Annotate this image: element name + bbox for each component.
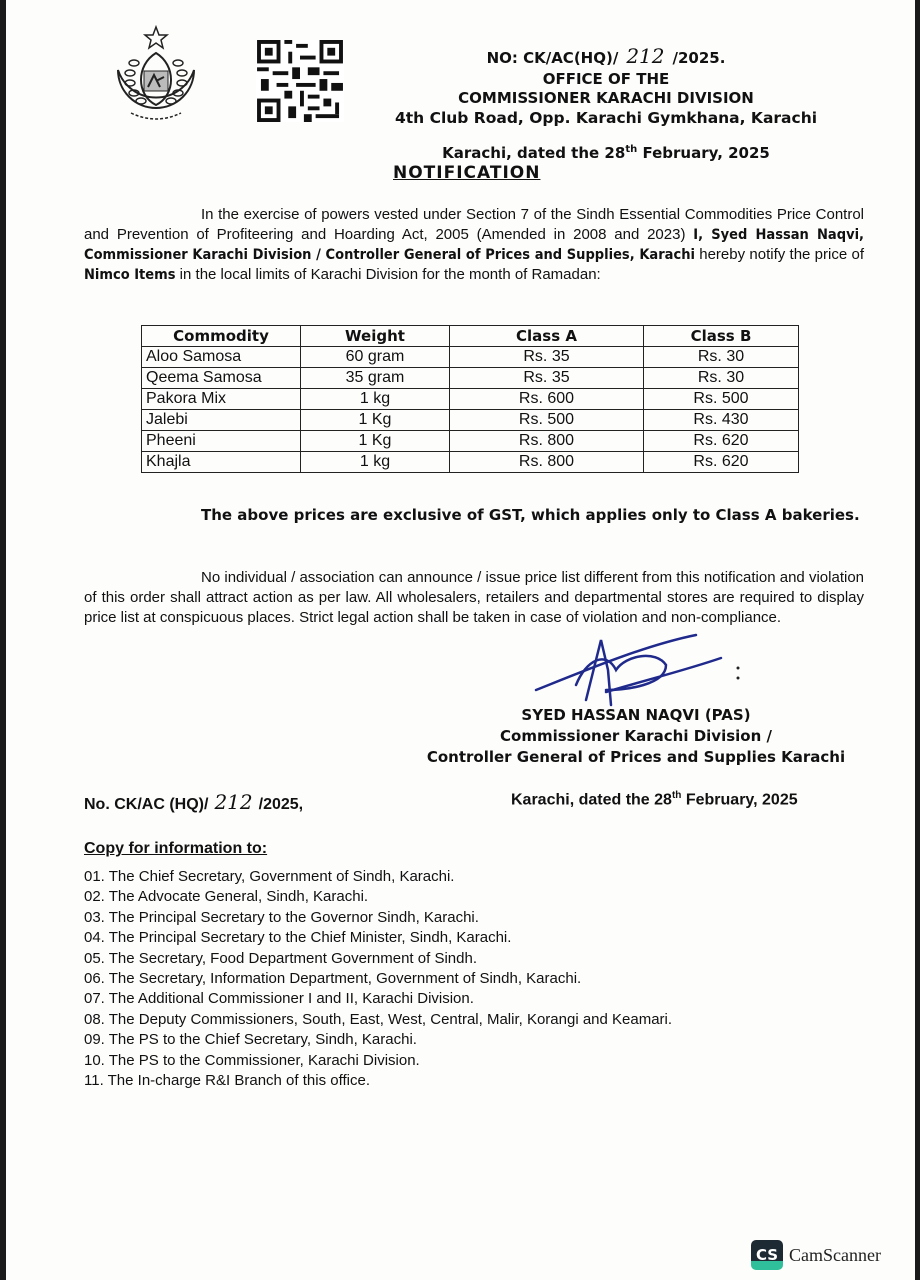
- list-item: 07. The Additional Commissioner I and II, Karachi Division.: [84, 990, 474, 1008]
- header-class-b: Class B: [644, 326, 799, 347]
- camscanner-watermark: [751, 1240, 881, 1270]
- footer-ref-suffix: /2025,: [258, 796, 304, 813]
- weight-cell: 1 kg: [301, 452, 450, 473]
- commodity-cell: Pheeni: [142, 431, 301, 452]
- qr-code-icon: [256, 40, 344, 122]
- list-item: 09. The PS to the Chief Secretary, Sindh, Karachi.: [84, 1031, 417, 1049]
- compliance-paragraph: [84, 568, 864, 628]
- office-line-1: OFFICE OF THE: [542, 70, 670, 88]
- weight-cell: 1 Kg: [301, 410, 450, 431]
- date-text-suffix: February, 2025: [637, 144, 770, 162]
- commodity-cell: Aloo Samosa: [142, 347, 301, 368]
- header-commodity: Commodity: [142, 326, 301, 347]
- gst-note: [84, 505, 864, 526]
- footer-date-suffix: February, 2025: [681, 791, 798, 809]
- handwritten-footer-ref-number: 212: [214, 790, 253, 814]
- copy-heading: Copy for information to:: [84, 840, 268, 857]
- intro-text-3: in the local limits of Karachi Division for the month of Ramadan:: [175, 266, 601, 283]
- class-b-cell: Rs. 30: [644, 347, 799, 368]
- footer-date: [511, 790, 798, 809]
- class-a-cell: Rs. 35: [450, 347, 644, 368]
- price-table: [141, 325, 799, 473]
- signature-icon: [516, 630, 746, 710]
- notification-title: NOTIFICATION: [393, 163, 541, 183]
- footer-ref-prefix: No. CK/AC (HQ)/: [84, 796, 209, 813]
- class-b-cell: Rs. 620: [644, 452, 799, 473]
- list-item: 05. The Secretary, Food Department Government of Sindh.: [84, 949, 477, 967]
- ref-suffix: /2025.: [672, 49, 726, 67]
- footer-date-sup: th: [671, 790, 682, 801]
- footer-reference-number: [84, 790, 303, 814]
- gst-note-text: The above prices are exclusive of GST, which applies only to Class A bakeries.: [201, 506, 860, 524]
- weight-cell: 35 gram: [301, 368, 450, 389]
- class-a-cell: Rs. 500: [450, 410, 644, 431]
- office-line-2: COMMISSIONER KARACHI DIVISION: [458, 89, 754, 107]
- list-item: 02. The Advocate General, Sindh, Karachi.: [84, 888, 369, 906]
- list-item: 08. The Deputy Commissioners, South, East, West, Central, Malir, Korangi and Keamari.: [84, 1010, 673, 1028]
- commodity-cell: Pakora Mix: [142, 389, 301, 410]
- class-a-cell: Rs. 800: [450, 431, 644, 452]
- intro-paragraph: [84, 205, 864, 285]
- list-item: 03. The Principal Secretary to the Governor Sindh, Karachi.: [84, 908, 479, 926]
- weight-cell: 1 Kg: [301, 431, 450, 452]
- reference-number: [386, 44, 826, 68]
- header-weight: Weight: [301, 326, 450, 347]
- class-a-cell: Rs. 35: [450, 368, 644, 389]
- notification-date: [386, 140, 826, 163]
- intro-authority: I, Syed Hassan Naqvi, Commissioner Karachi Division / Controller General of Prices and Supplies, Karachi: [84, 227, 864, 263]
- list-item: 11. The In-charge R&I Branch of this office.: [84, 1072, 370, 1090]
- copy-recipient-list: [84, 867, 672, 1091]
- commodity-cell: Khajla: [142, 452, 301, 473]
- intro-text-2: hereby notify the price of: [694, 246, 864, 263]
- table-header-row: [142, 326, 799, 347]
- class-a-cell: Rs. 800: [450, 452, 644, 473]
- list-item: 01. The Chief Secretary, Government of Sindh, Karachi.: [84, 868, 455, 885]
- table-row: [142, 452, 799, 473]
- header-class-a: Class A: [450, 326, 644, 347]
- intro-text-1: In the exercise of powers vested under Section 7 of the Sindh Essential Commodities Price Control and Prevention of Profiteering and Hoarding Act, 2005 (Amended in 2008 and 2023): [84, 206, 864, 243]
- signatory-title-2: Controller General of Prices and Supplies Karachi: [426, 748, 846, 766]
- commodity-cell: Jalebi: [142, 410, 301, 431]
- compliance-text: No individual / association can announce / issue price list different from this notification and violation of this order shall attract action as per law. All wholesalers, retailers and departmental stores are required to display price list at conspicuous places. Strict legal action shall be taken in case of violation and non-compliance.: [84, 569, 864, 626]
- commodity-cell: Qeema Samosa: [142, 368, 301, 389]
- document-page: [6, 0, 915, 1280]
- ref-prefix: NO: CK/AC(HQ)/: [486, 49, 619, 67]
- camscanner-logo-icon: CS: [751, 1240, 783, 1270]
- date-text: Karachi, dated the 28: [442, 144, 626, 162]
- date-sup: th: [625, 144, 638, 155]
- footer-date-text: Karachi, dated the 28: [511, 791, 672, 809]
- camscanner-text: CamScanner: [789, 1244, 881, 1265]
- table-row: [142, 431, 799, 452]
- sindh-government-emblem-icon: [106, 25, 206, 130]
- office-address: 4th Club Road, Opp. Karachi Gymkhana, Karachi: [394, 109, 818, 127]
- handwritten-ref-number: 212: [626, 44, 665, 68]
- signatory-name: SYED HASSAN NAQVI (PAS): [521, 706, 751, 724]
- class-b-cell: Rs. 30: [644, 368, 799, 389]
- list-item: 06. The Secretary, Information Department, Government of Sindh, Karachi.: [84, 970, 582, 988]
- class-b-cell: Rs. 430: [644, 410, 799, 431]
- signatory-title-1: Commissioner Karachi Division /: [500, 727, 772, 745]
- class-b-cell: Rs. 620: [644, 431, 799, 452]
- table-row: [142, 347, 799, 368]
- list-item: 04. The Principal Secretary to the Chief Minister, Sindh, Karachi.: [84, 929, 512, 947]
- signatory-block: [406, 705, 866, 768]
- weight-cell: 1 kg: [301, 389, 450, 410]
- class-a-cell: Rs. 600: [450, 389, 644, 410]
- weight-cell: 60 gram: [301, 347, 450, 368]
- table-row: [142, 389, 799, 410]
- table-row: [142, 410, 799, 431]
- list-item: 10. The PS to the Commissioner, Karachi Division.: [84, 1051, 420, 1069]
- table-row: [142, 368, 799, 389]
- class-b-cell: Rs. 500: [644, 389, 799, 410]
- intro-items: Nimco Items: [84, 267, 176, 283]
